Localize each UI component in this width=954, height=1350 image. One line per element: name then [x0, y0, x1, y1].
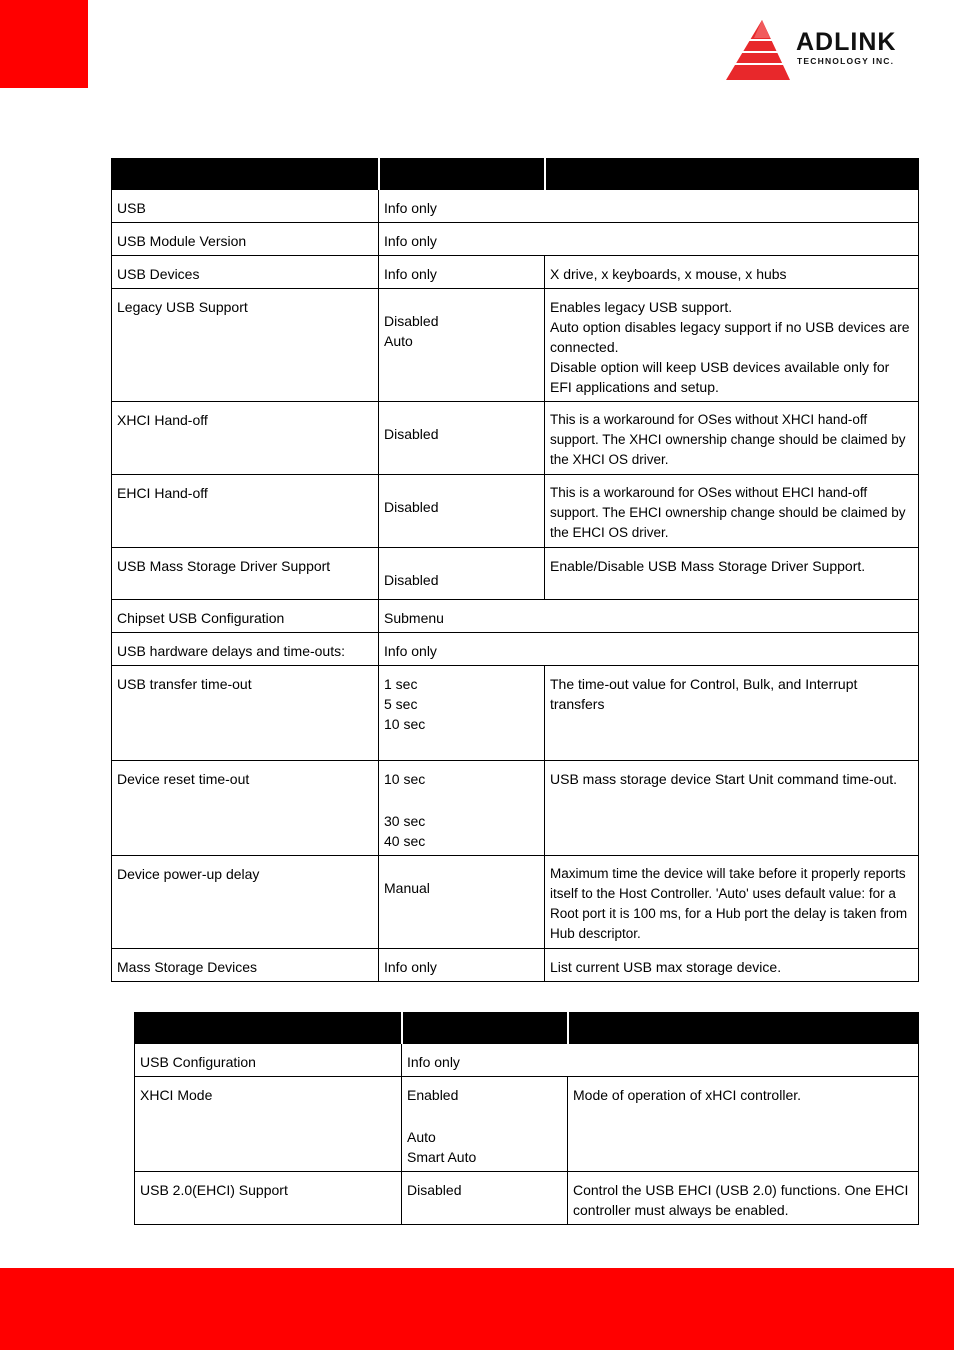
description-cell	[545, 761, 919, 856]
description-cell	[545, 256, 919, 289]
table-row	[135, 1077, 919, 1172]
description-cell	[545, 666, 919, 761]
options-cell	[379, 402, 545, 475]
feature-cell: Device power-up delay	[112, 856, 379, 949]
option-value: Disabled	[384, 499, 439, 515]
options-cell	[379, 190, 919, 223]
option-value: Info only	[384, 959, 437, 975]
option-value: Disabled	[384, 426, 439, 442]
options-cell	[379, 856, 545, 949]
table-row	[112, 289, 919, 402]
description-cell	[545, 548, 919, 600]
description-text: X drive, x keyboards, x mouse, x hubs	[550, 266, 787, 282]
options-cell	[379, 761, 545, 856]
table-row	[112, 190, 919, 223]
description-text: List current USB max storage device.	[550, 959, 782, 975]
options-cell	[379, 289, 545, 402]
options-cell	[402, 1044, 919, 1077]
description-text: Auto option disables legacy support if no USB devices are connected.	[550, 319, 910, 355]
feature-cell: USB	[112, 190, 379, 223]
description-cell	[568, 1077, 919, 1172]
table-row	[135, 1172, 919, 1225]
option-value: Enabled	[407, 1087, 459, 1103]
table-header-row	[135, 1013, 919, 1044]
option-value: Disabled	[384, 572, 439, 588]
option-value: 30 sec	[384, 813, 426, 829]
option-value: Disabled	[407, 1182, 462, 1198]
option-value: 10 sec	[384, 771, 426, 787]
header-cell	[402, 1013, 568, 1044]
adlink-logo	[722, 16, 937, 86]
table-row	[112, 633, 919, 666]
options-cell	[402, 1077, 568, 1172]
header-cell	[379, 159, 545, 190]
footer-bar	[0, 1268, 954, 1350]
description-cell	[545, 402, 919, 475]
description-cell	[568, 1172, 919, 1225]
header-cell	[568, 1013, 919, 1044]
feature-cell: XHCI Hand-off	[112, 402, 379, 475]
chipset-usb-configuration-table	[134, 1012, 919, 1225]
table-row	[112, 600, 919, 633]
feature-cell: USB hardware delays and time-outs:	[112, 633, 379, 666]
option-value: Auto	[407, 1129, 436, 1145]
option-value: Disabled	[384, 313, 439, 329]
page-corner-mark	[0, 0, 88, 88]
option-value: Auto	[384, 333, 413, 349]
option-value: Info only	[384, 233, 437, 249]
feature-cell: Device reset time-out	[112, 761, 379, 856]
description-text: Enables legacy USB support.	[550, 299, 733, 315]
description-cell	[545, 949, 919, 982]
description-text: Control the USB EHCI (USB 2.0) functions. One EHCI controller must always be enabled.	[573, 1182, 909, 1218]
header-cell	[112, 159, 379, 190]
table-row	[112, 223, 919, 256]
options-cell	[379, 633, 919, 666]
table-row	[135, 1044, 919, 1077]
options-cell	[379, 548, 545, 600]
options-cell	[379, 949, 545, 982]
option-value: 1 sec	[384, 676, 418, 692]
table-row	[112, 761, 919, 856]
description-text: This is a workaround for OSes without EHCI hand-off support. The EHCI ownership change should be claimed by the EHCI OS driver.	[550, 485, 906, 540]
options-cell	[402, 1172, 568, 1225]
option-value: Info only	[384, 200, 437, 216]
table-row	[112, 548, 919, 600]
table-row	[112, 475, 919, 548]
options-cell	[379, 666, 545, 761]
feature-cell: USB Configuration	[135, 1044, 402, 1077]
option-value: Info only	[384, 643, 437, 659]
table-row	[112, 402, 919, 475]
table-row	[112, 256, 919, 289]
option-value: Info only	[407, 1054, 460, 1070]
header-cell	[135, 1013, 402, 1044]
description-text: Mode of operation of xHCI controller.	[573, 1087, 802, 1103]
description-text: The time-out value for Control, Bulk, and Interrupt transfers	[550, 676, 858, 712]
option-value: Submenu	[384, 610, 444, 626]
description-text: USB mass storage device Start Unit command time-out.	[550, 771, 898, 787]
feature-cell: USB Mass Storage Driver Support	[112, 548, 379, 600]
option-value: Manual	[384, 880, 430, 896]
header-cell	[545, 159, 919, 190]
option-value: 40 sec	[384, 833, 426, 849]
feature-cell: XHCI Mode	[135, 1077, 402, 1172]
feature-cell: USB transfer time-out	[112, 666, 379, 761]
description-text: Disable option will keep USB devices available only for EFI applications and setup.	[550, 359, 890, 395]
description-text: Maximum time the device will take before it properly reports itself to the Host Controller. 'Auto' uses default value: for a Root port it is 100 ms, for a Hub port the delay is taken from Hub descriptor.	[550, 866, 908, 941]
option-value: 10 sec	[384, 716, 426, 732]
logo-tagline: TECHNOLOGY INC.	[797, 56, 895, 66]
option-value: Info only	[384, 266, 437, 282]
description-text: This is a workaround for OSes without XHCI hand-off support. The XHCI ownership change should be claimed by the XHCI OS driver.	[550, 412, 906, 467]
adlink-triangle-icon	[722, 16, 792, 86]
table-row	[112, 856, 919, 949]
feature-cell: USB 2.0(EHCI) Support	[135, 1172, 402, 1225]
feature-cell: Chipset USB Configuration	[112, 600, 379, 633]
description-text: Enable/Disable USB Mass Storage Driver Support.	[550, 558, 866, 574]
options-cell	[379, 223, 919, 256]
table-row	[112, 949, 919, 982]
feature-cell: USB Devices	[112, 256, 379, 289]
feature-cell: Mass Storage Devices	[112, 949, 379, 982]
logo-wordmark: ADLINK	[796, 28, 897, 56]
table-header-row	[112, 159, 919, 190]
option-value: 5 sec	[384, 696, 418, 712]
description-cell	[545, 289, 919, 402]
feature-cell: EHCI Hand-off	[112, 475, 379, 548]
feature-cell: Legacy USB Support	[112, 289, 379, 402]
option-value: Smart Auto	[407, 1149, 477, 1165]
description-cell	[545, 475, 919, 548]
options-cell	[379, 600, 919, 633]
description-cell	[545, 856, 919, 949]
usb-configuration-table	[111, 158, 919, 982]
options-cell	[379, 475, 545, 548]
options-cell	[379, 256, 545, 289]
feature-cell: USB Module Version	[112, 223, 379, 256]
table-row	[112, 666, 919, 761]
